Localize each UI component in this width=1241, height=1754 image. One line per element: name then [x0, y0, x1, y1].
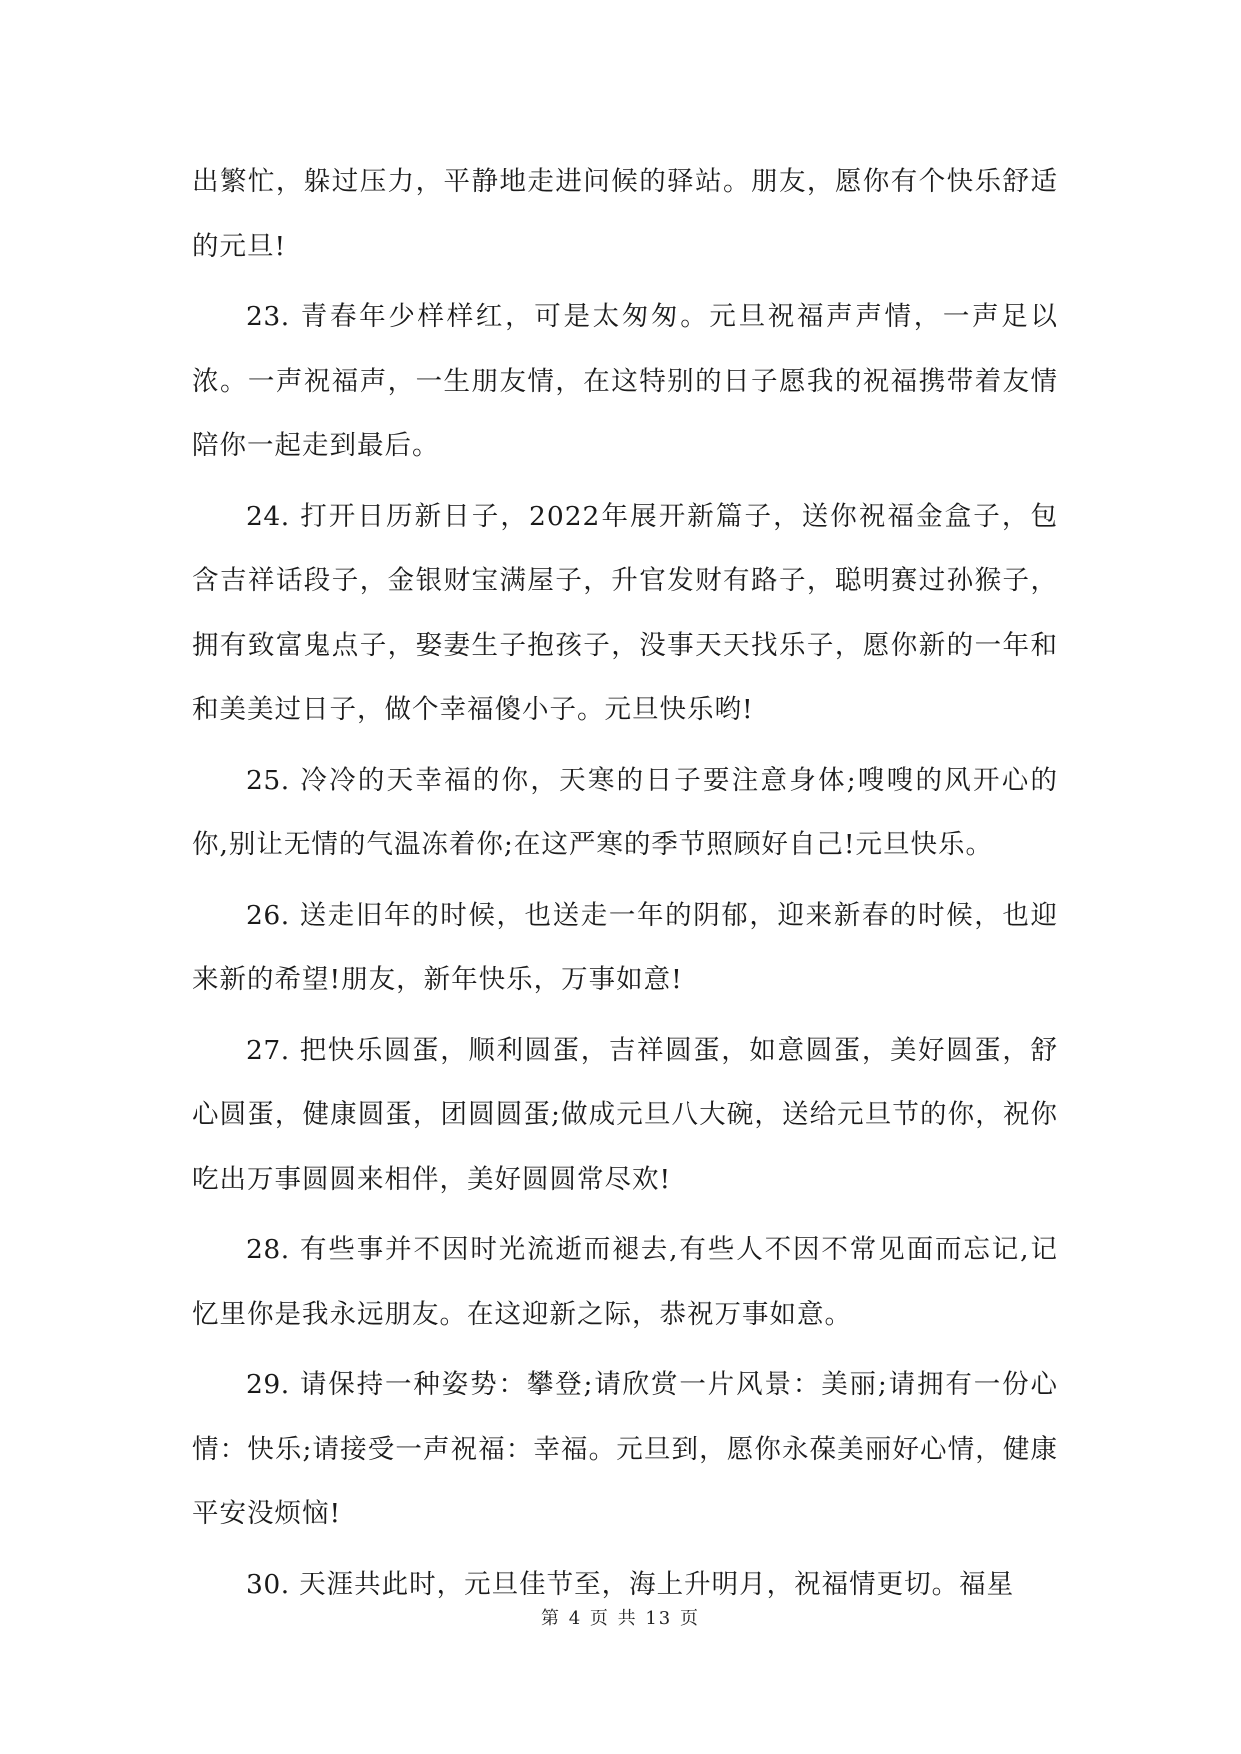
paragraph-number: 29.: [246, 1369, 290, 1400]
paragraph-number: 24.: [246, 500, 290, 532]
page-body: [192, 150, 1058, 1623]
paragraph-28: [192, 1218, 1058, 1347]
paragraph-text: 把快乐圆蛋，顺利圆蛋，吉祥圆蛋，如意圆蛋，美好圆蛋，舒心圆蛋，健康圆蛋，团圆圆蛋;做成元旦八大碗，送给元旦节的你，祝你吃出万事圆圆来相伴，美好圆圆常尽欢!: [192, 1034, 1058, 1195]
paragraph-text: 天涯共此时，元旦佳节至，海上升明月，祝福情更切。福星: [299, 1568, 1015, 1600]
paragraph-text: 请保持一种姿势：攀登;请欣赏一片风景：美丽;请拥有一份心情：快乐;请接受一声祝福：幸福。元旦到，愿你永葆美丽好心情，健康平安没烦恼!: [192, 1369, 1058, 1529]
paragraph-text: 出繁忙，躲过压力，平静地走进问候的驿站。朋友，愿你有个快乐舒适的元旦!: [192, 166, 1058, 262]
page-number-footer: 第 4 页 共 13 页: [541, 1608, 700, 1629]
paragraph-23: [192, 285, 1058, 479]
paragraph-26: [192, 884, 1058, 1013]
paragraph-25: [192, 749, 1058, 878]
paragraph-29: [192, 1353, 1058, 1547]
paragraph-number: 25.: [246, 764, 290, 796]
paragraph-number: 23.: [246, 301, 290, 332]
paragraph-text: 送走旧年的时候，也送走一年的阴郁，迎来新春的时候，也迎来新的希望!朋友，新年快乐，万事如意!: [192, 899, 1058, 995]
paragraph-continued: [192, 150, 1058, 279]
paragraph-number: 27.: [246, 1034, 290, 1066]
paragraph-number: 26.: [246, 899, 290, 931]
paragraph-text: 青春年少样样红，可是太匆匆。元旦祝福声声情，一声足以浓。一声祝福声，一生朋友情，在这特别的日子愿我的祝福携带着友情陪你一起走到最后。: [192, 301, 1058, 461]
paragraph-text: 有些事并不因时光流逝而褪去,有些人不因不常见面而忘记,记忆里你是我永远朋友。在这迎新之际，恭祝万事如意。: [192, 1234, 1058, 1330]
paragraph-number: 30.: [246, 1568, 290, 1600]
paragraph-text: 打开日历新日子，2022年展开新篇子，送你祝福金盒子，包含吉祥话段子，金银财宝满屋子，升官发财有路子，聪明赛过孙猴子，拥有致富鬼点子，娶妻生子抱孩子，没事天天找乐子，愿你新的一年和和美美过日子，做个幸福傻小子。元旦快乐哟!: [192, 500, 1058, 725]
paragraph-27: [192, 1019, 1058, 1213]
paragraph-24: [192, 485, 1058, 743]
paragraph-number: 28.: [246, 1234, 290, 1265]
paragraph-text: 冷冷的天幸福的你，天寒的日子要注意身体;嗖嗖的风开心的你,别让无情的气温冻着你;在这严寒的季节照顾好自己!元旦快乐。: [192, 764, 1058, 860]
